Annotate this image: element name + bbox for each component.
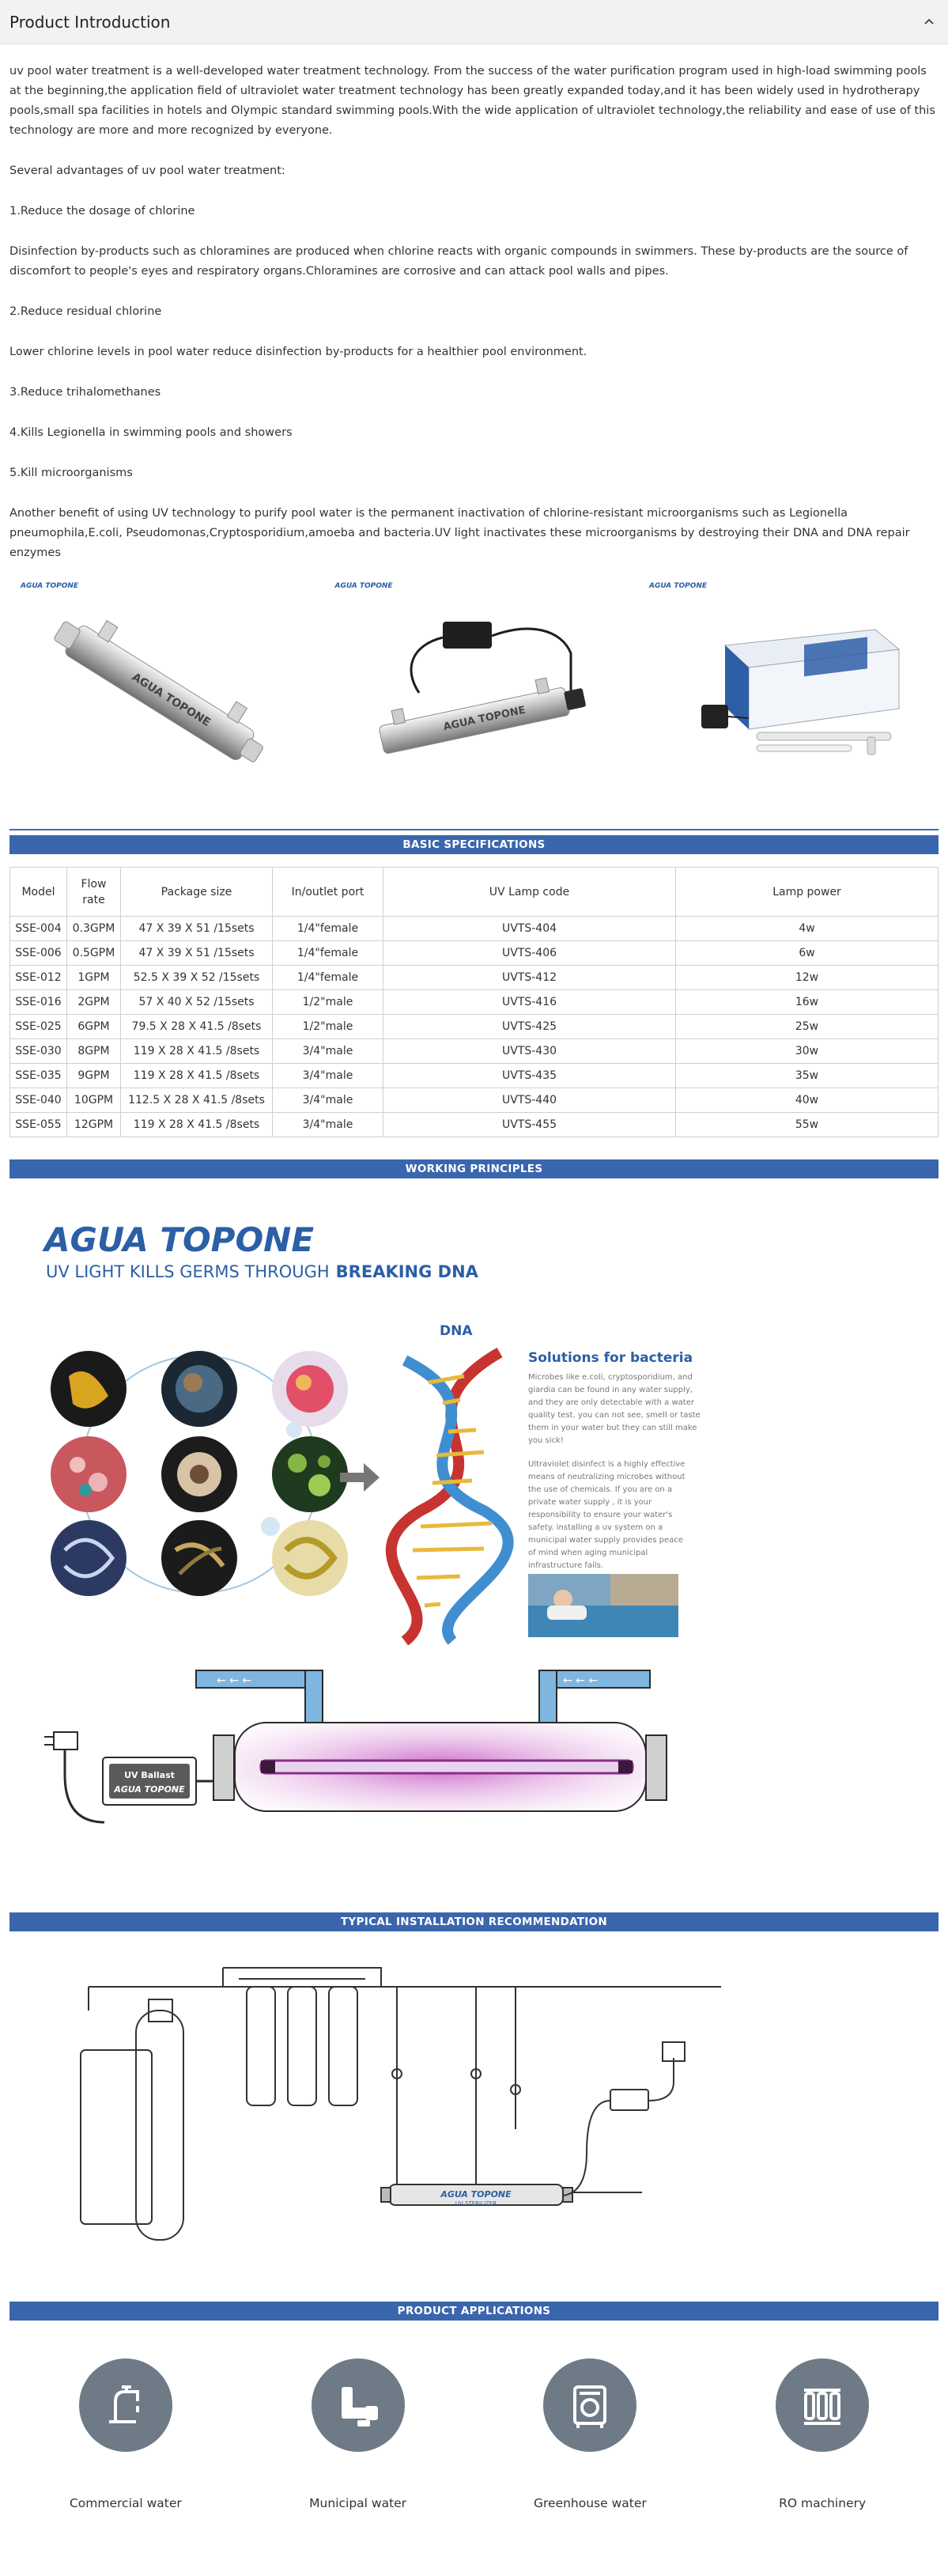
solutions-line: them in your water but they can still make	[528, 1424, 697, 1432]
product-image-sterilizer-with-ballast[interactable]	[324, 574, 625, 811]
table-cell: 8GPM	[67, 1039, 121, 1064]
product-brand-label: AGUA TOPONE	[21, 582, 79, 590]
solutions-line: giardia can be found in any water supply,	[528, 1386, 693, 1394]
table-row	[10, 917, 939, 941]
faucet-icon	[79, 2358, 172, 2452]
section-banner-specs: BASIC SPECIFICATIONS	[9, 835, 939, 854]
spec-table	[9, 867, 939, 1137]
sterilizer-ballast-illustration	[324, 574, 625, 811]
solutions-line: quality test. you can not see, smell or taste	[528, 1411, 701, 1420]
table-cell: 119 X 28 X 41.5 /8sets	[121, 1064, 273, 1088]
table-cell: 47 X 39 X 51 /15sets	[121, 917, 273, 941]
table-cell: SSE-055	[10, 1113, 67, 1137]
table-cell: 25w	[676, 1015, 939, 1039]
solutions-line: infrastructure fails.	[528, 1561, 604, 1570]
table-row	[10, 1064, 939, 1088]
table-cell: UVTS-455	[383, 1113, 676, 1137]
pipe-icon	[312, 2358, 405, 2452]
intro-paragraph: Lower chlorine levels in pool water reduce disinfection by-products for a healthier pool environment.	[9, 346, 587, 358]
table-cell: 57 X 40 X 52 /15sets	[121, 990, 273, 1015]
section-banner-installation: TYPICAL INSTALLATION RECOMMENDATION	[9, 1912, 939, 1931]
product-brand-label: AGUA TOPONE	[334, 582, 393, 590]
dna-helix	[391, 1352, 508, 1641]
tagline-bold: BREAKING DNA	[335, 1262, 478, 1281]
product-image-sterilizer[interactable]	[9, 574, 310, 811]
accordion-header[interactable]	[0, 0, 948, 44]
application-item-municipal[interactable]	[247, 2358, 469, 2510]
table-row	[10, 1088, 939, 1113]
sterilizer-illustration	[9, 574, 310, 811]
ballast-label: UV Ballast	[124, 1770, 175, 1780]
table-cell: SSE-030	[10, 1039, 67, 1064]
table-cell: 12w	[676, 966, 939, 990]
column-header-text: Flow rate	[81, 877, 107, 906]
table-row	[10, 1113, 939, 1137]
intro-paragraph: 3.Reduce trihalomethanes	[9, 386, 161, 399]
application-item-ro[interactable]	[712, 2358, 933, 2510]
table-cell: SSE-004	[10, 917, 67, 941]
product-gallery	[9, 574, 939, 811]
table-cell: 3/4"male	[273, 1039, 383, 1064]
table-cell: 55w	[676, 1113, 939, 1137]
uv-lamp-graphic	[9, 1656, 939, 1846]
table-cell: 52.5 X 39 X 52 /15sets	[121, 966, 273, 990]
solutions-line: municipal water supply provides peace	[528, 1536, 683, 1545]
table-cell: SSE-035	[10, 1064, 67, 1088]
svg-text:AGUA TOPONE: AGUA TOPONE	[129, 671, 213, 729]
table-cell: 1/4"female	[273, 917, 383, 941]
table-cell: 1/4"female	[273, 941, 383, 966]
spec-table-body	[10, 917, 939, 1137]
section-banner-applications: PRODUCT APPLICATIONS	[9, 2302, 939, 2321]
table-cell: 10GPM	[67, 1088, 121, 1113]
table-cell: UVTS-430	[383, 1039, 676, 1064]
solutions-line: and they are only detectable with a water	[528, 1398, 694, 1407]
table-cell: 1GPM	[67, 966, 121, 990]
table-cell: 119 X 28 X 41.5 /8sets	[121, 1039, 273, 1064]
table-cell: 2GPM	[67, 990, 121, 1015]
table-cell: SSE-040	[10, 1088, 67, 1113]
column-header: Model	[10, 868, 67, 917]
table-cell: 79.5 X 28 X 41.5 /8sets	[121, 1015, 273, 1039]
intro-paragraph: Several advantages of uv pool water treatment:	[9, 165, 285, 177]
column-header: Package size	[121, 868, 273, 917]
intro-paragraph: 2.Reduce residual chlorine	[9, 305, 162, 318]
solutions-line: Microbes like e.coli, cryptosporidium, and	[528, 1373, 693, 1382]
table-row	[10, 1015, 939, 1039]
table-row	[10, 1039, 939, 1064]
installation-graphic	[9, 1931, 939, 2271]
applications-list	[9, 2358, 939, 2510]
table-cell: UVTS-440	[383, 1088, 676, 1113]
package-illustration	[638, 574, 939, 811]
table-cell: UVTS-425	[383, 1015, 676, 1039]
table-cell: 119 X 28 X 41.5 /8sets	[121, 1113, 273, 1137]
tagline	[46, 1262, 479, 1281]
spa-photo	[528, 1574, 678, 1637]
intro-paragraph: 1.Reduce the dosage of chlorine	[9, 205, 195, 218]
divider	[9, 829, 939, 830]
section-banner-principles: WORKING PRINCIPLES	[9, 1159, 939, 1178]
machine-icon	[543, 2358, 636, 2452]
table-cell: 3/4"male	[273, 1088, 383, 1113]
svg-text:← ← ←: ← ← ←	[217, 1674, 252, 1687]
table-cell: 16w	[676, 990, 939, 1015]
table-cell: 35w	[676, 1064, 939, 1088]
svg-text:AGUA TOPONE: AGUA TOPONE	[441, 704, 527, 734]
solutions-text	[528, 1373, 701, 1570]
table-row	[10, 990, 939, 1015]
svg-text:← ← ←: ← ← ←	[563, 1674, 599, 1687]
intro-paragraph: 4.Kills Legionella in swimming pools and showers	[9, 426, 293, 439]
solutions-line: you sick!	[528, 1436, 564, 1445]
table-cell: 3/4"male	[273, 1064, 383, 1088]
tagline-light: UV LIGHT KILLS GERMS THROUGH	[46, 1262, 330, 1281]
application-item-commercial[interactable]	[15, 2358, 236, 2510]
intro-paragraph: 5.Kill microorganisms	[9, 467, 133, 479]
chevron-up-icon[interactable]	[920, 13, 939, 32]
principle-graphic	[9, 1178, 939, 1645]
intro-paragraph: Another benefit of using UV technology to purify pool water is the permanent inactivation of chlorine-resistant microorganisms such as Legionella pneumophila,E.coli, Pseudomonas,Cryptosporidium,amoeba and bacteria.UV light inactivates these microorganisms by destroying their DNA and DNA repair enzymes	[9, 507, 910, 559]
table-cell: 4w	[676, 917, 939, 941]
table-row	[10, 941, 939, 966]
table-cell: SSE-016	[10, 990, 67, 1015]
table-cell: 6w	[676, 941, 939, 966]
solutions-line: private water supply , it is your	[528, 1498, 652, 1507]
uv-lamp-diagram	[9, 1656, 939, 1846]
table-cell: 1/4"female	[273, 966, 383, 990]
application-label: RO machinery	[779, 2496, 867, 2510]
uv-unit-sub: UV STERILIZER	[455, 2200, 497, 2207]
table-cell: 40w	[676, 1088, 939, 1113]
application-label: Commercial water	[69, 2496, 182, 2510]
intro-text	[9, 62, 939, 563]
table-cell: 6GPM	[67, 1015, 121, 1039]
table-row	[10, 966, 939, 990]
product-image-package[interactable]	[638, 574, 939, 811]
table-cell: 47 X 39 X 51 /15sets	[121, 941, 273, 966]
application-label: Municipal water	[309, 2496, 407, 2510]
application-item-greenhouse[interactable]	[479, 2358, 701, 2510]
column-header: In/outlet port	[273, 868, 383, 917]
dna-label: DNA	[440, 1323, 473, 1339]
brand-logo: AGUA TOPONE	[44, 1220, 315, 1259]
application-label: Greenhouse water	[533, 2496, 647, 2510]
intro-paragraph: uv pool water treatment is a well-developed water treatment technology. From the success of the water purification program used in high-load swimming pools at the beginning,the application field of ultraviolet water treatment technology has been greatly expanded today,and it has been widely used in hydrotherapy pools,small spa facilities in hotels and Olympic standard swimming pools.With the wide application of ultraviolet technology,the reliability and ease of use of this technology are more and more recognized by everyone.	[9, 65, 935, 137]
table-cell: 3/4"male	[273, 1113, 383, 1137]
filter-cartridges-icon	[776, 2358, 869, 2452]
table-cell: UVTS-404	[383, 917, 676, 941]
solutions-title: Solutions for bacteria	[528, 1350, 693, 1366]
solutions-line: responsibility to ensure your water's	[528, 1511, 673, 1519]
table-cell: 0.3GPM	[67, 917, 121, 941]
table-cell: UVTS-412	[383, 966, 676, 990]
solutions-line: safety. installing a uv system on a	[528, 1523, 663, 1532]
table-cell: 112.5 X 28 X 41.5 /8sets	[121, 1088, 273, 1113]
table-cell: 1/2"male	[273, 1015, 383, 1039]
product-brand-label: AGUA TOPONE	[649, 582, 708, 590]
table-cell: 9GPM	[67, 1064, 121, 1088]
table-cell: SSE-006	[10, 941, 67, 966]
uv-unit-brand: AGUA TOPONE	[440, 2189, 512, 2200]
solutions-line: means of neutralizing microbes without	[528, 1473, 686, 1481]
column-header	[67, 868, 121, 917]
table-cell: 12GPM	[67, 1113, 121, 1137]
microbe-grid	[51, 1351, 348, 1596]
ballast-brand: AGUA TOPONE	[114, 1784, 185, 1795]
table-cell: SSE-025	[10, 1015, 67, 1039]
solutions-line: Ultraviolet disinfect is a highly effective	[528, 1460, 686, 1469]
accordion-title: Product Introduction	[9, 12, 171, 32]
installation-diagram	[9, 1931, 939, 2271]
intro-paragraph: Disinfection by-products such as chloramines are produced when chlorine reacts with organic compounds in swimmers. These by-products are the source of discomfort to people's eyes and respiratory organs.Chloramines are corrosive and can attack pool walls and pipes.	[9, 245, 908, 278]
table-cell: UVTS-406	[383, 941, 676, 966]
principle-infographic	[9, 1178, 939, 1645]
spec-table-header-row	[10, 868, 939, 917]
solutions-line: of mind when aging municipal	[528, 1549, 648, 1557]
table-cell: UVTS-435	[383, 1064, 676, 1088]
table-cell: UVTS-416	[383, 990, 676, 1015]
table-cell: 0.5GPM	[67, 941, 121, 966]
table-cell: 1/2"male	[273, 990, 383, 1015]
column-header: Lamp power	[676, 868, 939, 917]
column-header: UV Lamp code	[383, 868, 676, 917]
solutions-line: the use of chemicals. If you are on a	[528, 1485, 673, 1494]
table-cell: SSE-012	[10, 966, 67, 990]
table-cell: 30w	[676, 1039, 939, 1064]
